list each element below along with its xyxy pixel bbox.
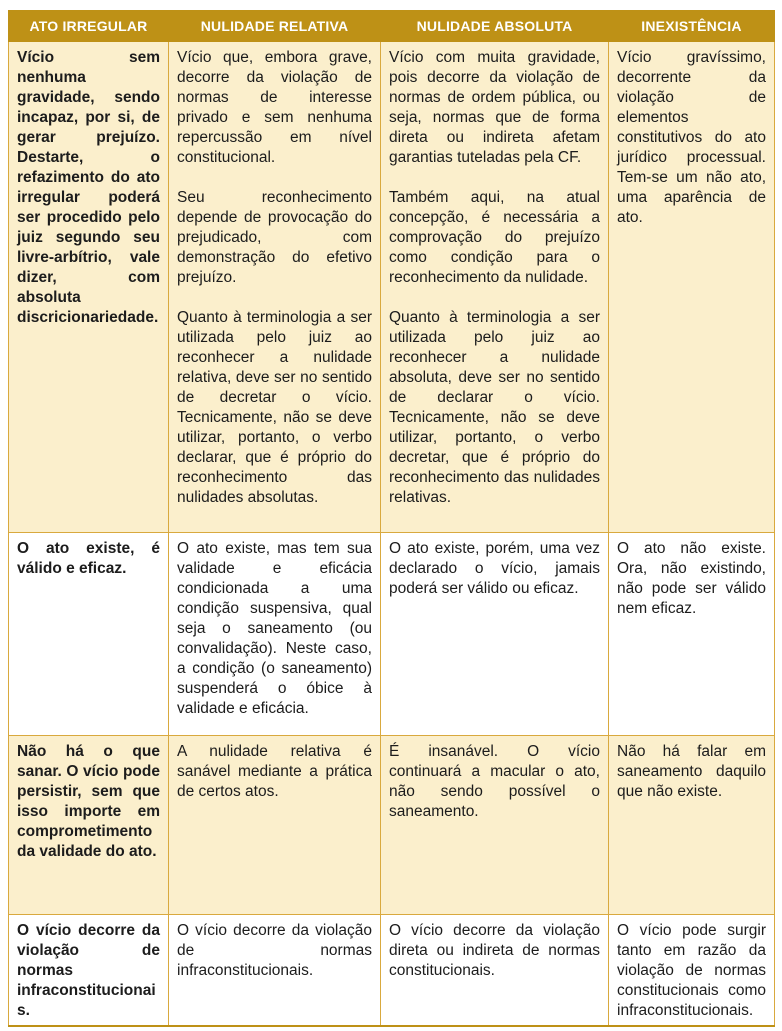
cell-r3-inexistencia [609, 736, 775, 915]
cell-paragraph: O vício pode surgir tanto em razão da violação de normas constitucionais como infraconstitucionais. [617, 922, 766, 1019]
cell-r4-nulidade-relativa [169, 915, 381, 1027]
cell-r1-nulidade-relativa [169, 42, 381, 533]
cell-paragraph: O ato não existe. Ora, não existindo, não pode ser válido nem eficaz. [617, 540, 766, 617]
cell-paragraph: É insanável. O vício continuará a macular o ato, não sendo possível o saneamento. [389, 743, 600, 820]
header-nulidade-relativa: NULIDADE RELATIVA [169, 11, 381, 42]
header-nulidade-absoluta: NULIDADE ABSOLUTA [381, 11, 609, 42]
cell-paragraph: O ato existe, porém, uma vez declarado o vício, jamais poderá ser válido ou eficaz. [389, 540, 600, 597]
cell-paragraph: Não há falar em saneamento daquilo que não existe. [617, 743, 766, 800]
cell-paragraph: Vício com muita gravidade, pois decorre da violação de normas de ordem pública, ou seja, normas que de forma direta ou indireta afetam garantias tuteladas pela CF. [389, 49, 600, 166]
table-row-normas [9, 915, 775, 1027]
cell-paragraph: Quanto à terminologia a ser utilizada pelo juiz ao reconhecer a nulidade absoluta, deve ser no sentido de declarar o vício. Tecnicamente, não se deve utilizar, portanto, o verbo decretar, que é próprio do reconhecimento das nulidades relativas. [389, 309, 600, 506]
header-ato-irregular: ATO IRREGULAR [9, 11, 169, 42]
cell-paragraph: O vício decorre da violação direta ou indireta de normas constitucionais. [389, 922, 600, 979]
cell-paragraph: A nulidade relativa é sanável mediante a prática de certos atos. [177, 743, 372, 800]
comparison-table [8, 10, 775, 1027]
cell-paragraph: O ato existe, mas tem sua validade e eficácia condicionada a uma condição suspensiva, qual seja o saneamento (ou convalidação). Neste caso, a condição (o saneamento) suspenderá o óbice à validade e eficácia. [177, 540, 372, 717]
cell-paragraph: Não há o que sanar. O vício pode persistir, sem que isso importe em comprometimento da validade do ato. [17, 743, 160, 860]
cell-r4-nulidade-absoluta [381, 915, 609, 1027]
cell-paragraph: O vício decorre da violação de normas infraconstitucionais. [17, 922, 160, 1019]
cell-r4-ato-irregular [9, 915, 169, 1027]
table-row-existencia [9, 533, 775, 736]
cell-r2-ato-irregular [9, 533, 169, 736]
cell-paragraph: O vício decorre da violação de normas infraconstitucionais. [177, 922, 372, 979]
cell-paragraph: O ato existe, é válido e eficaz. [17, 540, 160, 577]
cell-r3-nulidade-relativa [169, 736, 381, 915]
cell-paragraph: Vício gravíssimo, decorrente da violação de elementos constitutivos do ato jurídico processual. Tem-se um não ato, uma aparência de ato. [617, 49, 766, 226]
table-row-gravidade [9, 42, 775, 533]
cell-r2-nulidade-relativa [169, 533, 381, 736]
cell-paragraph: Seu reconhecimento depende de provocação do prejudicado, com demonstração do efetivo prejuízo. [177, 189, 372, 286]
cell-paragraph: Vício sem nenhuma gravidade, sendo incapaz, por si, de gerar prejuízo. Destarte, o refazimento do ato irregular poderá ser procedido pelo juiz segundo seu livre-arbítrio, vale dizer, com absoluta discricionariedade. [17, 49, 160, 326]
table-header-row [9, 11, 775, 42]
cell-paragraph: Quanto à terminologia a ser utilizada pelo juiz ao reconhecer a nulidade relativa, deve ser no sentido de decretar o vício. Tecnicamente, não se deve utilizar, portanto, o verbo declarar, que é próprio do reconhecimento das nulidades absolutas. [177, 309, 372, 506]
cell-r1-inexistencia [609, 42, 775, 533]
cell-r3-nulidade-absoluta [381, 736, 609, 915]
cell-r2-nulidade-absoluta [381, 533, 609, 736]
cell-r2-inexistencia [609, 533, 775, 736]
cell-r4-inexistencia [609, 915, 775, 1027]
cell-r1-ato-irregular [9, 42, 169, 533]
cell-paragraph: Vício que, embora grave, decorre da violação de normas de interesse privado e sem nenhuma repercussão em nível constitucional. [177, 49, 372, 166]
header-inexistencia: INEXISTÊNCIA [609, 11, 775, 42]
cell-r3-ato-irregular [9, 736, 169, 915]
cell-r1-nulidade-absoluta [381, 42, 609, 533]
cell-paragraph: Também aqui, na atual concepção, é necessária a comprovação do prejuízo como condição para o reconhecimento da nulidade. [389, 189, 600, 286]
table-row-saneamento [9, 736, 775, 915]
